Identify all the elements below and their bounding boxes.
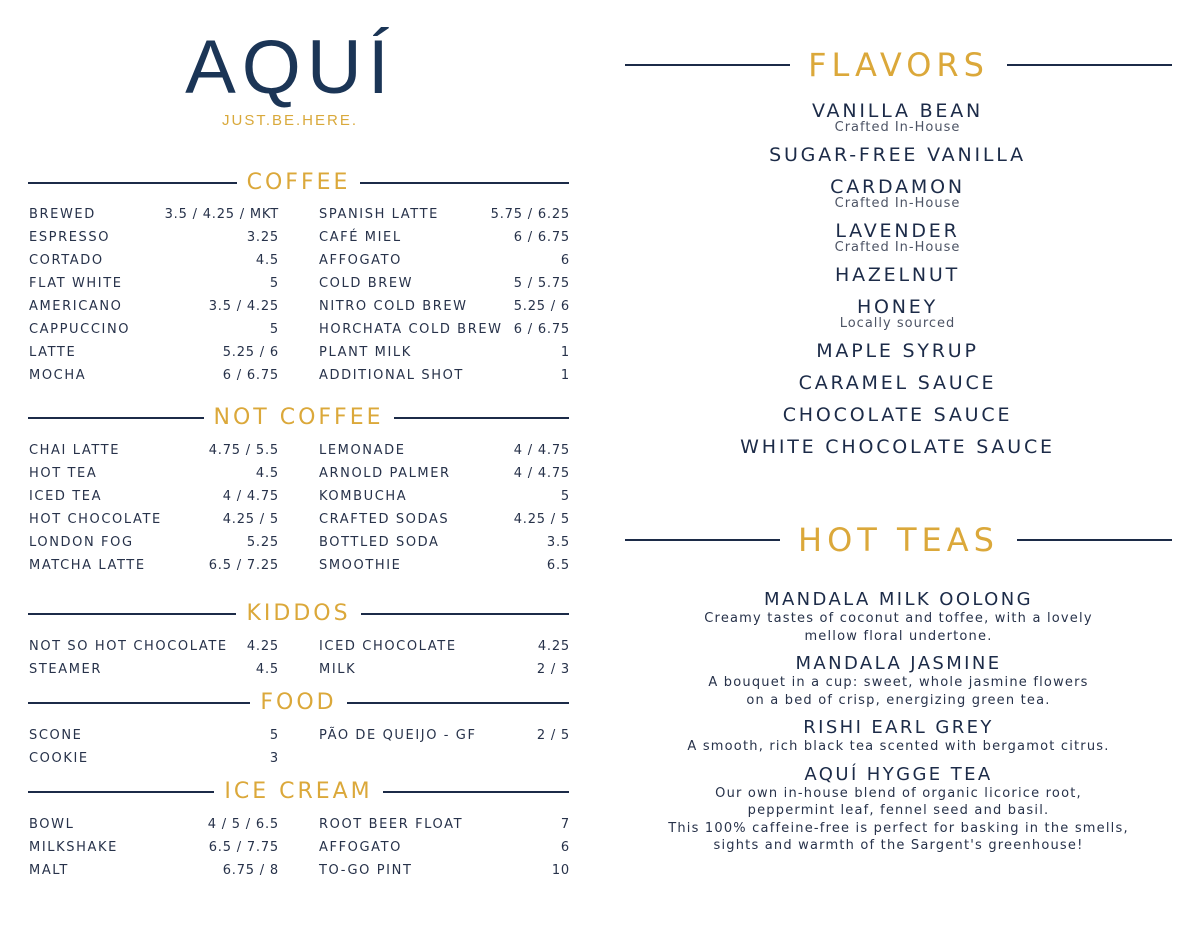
menu-item-name: CHAI LATTE [29,443,121,458]
menu-list [29,813,279,882]
menu-item [29,531,279,554]
menu-item-name: LONDON FOG [29,535,134,550]
flavor-item [700,264,1095,286]
divider [28,613,236,615]
divider [28,417,204,419]
menu-item-price: 2 / 5 [536,728,570,743]
divider [394,417,570,419]
tea-item [625,654,1172,709]
flavor-note: Crafted In-House [834,240,961,255]
menu-item-name: HOT TEA [29,466,98,481]
tea-item [625,765,1172,855]
menu-item-price: 1 [560,345,570,360]
menu-item-name: BREWED [29,207,96,222]
menu-item-price: 5 [560,489,570,504]
menu-item [319,203,570,226]
section-header-not-coffee [28,405,569,430]
flavor-item [700,340,1095,362]
menu-item-name: CAFÉ MIEL [319,230,402,245]
divider [361,613,569,615]
menu-item [29,462,279,485]
menu-item-name: HOT CHOCOLATE [29,512,162,527]
menu-item-price: 4 / 4.75 [222,489,279,504]
menu-item [29,249,279,272]
divider [1007,64,1172,66]
brand-logo [150,25,430,129]
menu-item [319,249,570,272]
menu-item-name: COLD BREW [319,276,414,291]
flavor-name: WHITE CHOCOLATE SAUCE [740,436,1055,458]
section-title-food: FOOD [260,690,337,715]
menu-item-price: 6 / 6.75 [513,230,570,245]
flavor-name: CARDAMON [830,176,965,198]
menu-item [29,341,279,364]
menu-item [29,724,279,747]
menu-item-name: ROOT BEER FLOAT [319,817,464,832]
menu-item-name: CRAFTED SODAS [319,512,450,527]
menu-item [29,295,279,318]
tea-name: MANDALA JASMINE [795,653,1002,674]
menu-item-price: 6.75 / 8 [222,863,279,878]
menu-item [319,859,570,882]
flavor-item [700,296,1095,330]
hot-teas-list [625,590,1172,864]
menu-item-price: 4.25 [537,639,570,654]
menu-item-price: 4.25 / 5 [513,512,570,527]
menu-item-name: FLAT WHITE [29,276,123,291]
menu-item [29,635,279,658]
section-header-ice-cream [28,779,569,804]
divider [28,182,237,184]
menu-item [29,272,279,295]
flavor-item [700,372,1095,394]
menu-item-name: NITRO COLD BREW [319,299,468,314]
menu-item-price: 5 [269,276,279,291]
menu-list [319,203,570,387]
menu-item-name: MOCHA [29,368,87,383]
menu-item-price: 5.25 [246,535,279,550]
menu-item-name: PÃO DE QUEIJO - GF [319,728,477,743]
menu-item [319,836,570,859]
menu-item [319,531,570,554]
menu-item-price: 1 [560,368,570,383]
menu-item-name: ARNOLD PALMER [319,466,451,481]
brand-title: AQUÍ [185,25,395,110]
menu-item-name: ESPRESSO [29,230,111,245]
menu-list [319,635,570,681]
menu-item [319,485,570,508]
menu-item [319,295,570,318]
menu-item-name: MILKSHAKE [29,840,118,855]
menu-item-name: SCONE [29,728,83,743]
menu-item-price: 4 / 4.75 [513,443,570,458]
tea-description: on a bed of crisp, energizing green tea. [746,692,1051,708]
menu-item-price: 3.5 [546,535,570,550]
section-title-ice-cream: ICE CREAM [224,779,373,804]
tea-name: RISHI EARL GREY [803,717,994,738]
menu-item-price: 5 [269,728,279,743]
menu-item-name: LATTE [29,345,77,360]
menu-item-name: MILK [319,662,357,677]
section-header-hot-teas [625,521,1172,559]
menu-item-name: MATCHA LATTE [29,558,146,573]
menu-item-price: 6 [560,840,570,855]
menu-item-name: PLANT MILK [319,345,412,360]
divider [383,791,569,793]
flavor-name: CHOCOLATE SAUCE [782,404,1013,426]
menu-item [319,318,570,341]
menu-item-name: COOKIE [29,751,89,766]
menu-item [319,724,570,747]
flavor-item [700,144,1095,166]
menu-item-price: 6.5 / 7.25 [208,558,279,573]
flavor-note: Crafted In-House [834,120,961,135]
tea-name: AQUÍ HYGGE TEA [804,763,993,785]
menu-item-price: 4 / 5 / 6.5 [207,817,279,832]
flavor-name: VANILLA BEAN [811,100,984,122]
menu-item [29,439,279,462]
flavor-name: CARAMEL SAUCE [798,372,997,394]
menu-item-price: 5.75 / 6.25 [490,207,570,222]
menu-item [319,364,570,387]
section-header-food [28,690,569,715]
tea-name: MANDALA MILK OOLONG [764,589,1033,610]
menu-item [319,341,570,364]
menu-item [29,836,279,859]
menu-item-price: 5 [269,322,279,337]
menu-item [29,318,279,341]
menu-item-name: TO-GO PINT [319,863,413,878]
menu-item-price: 4.25 / 5 [222,512,279,527]
tea-description: This 100% caffeine-free is perfect for basking in the smells, [668,820,1129,836]
menu-list [319,724,570,747]
menu-item-price: 4 / 4.75 [513,466,570,481]
menu-item [29,813,279,836]
menu-item [319,813,570,836]
flavors-list [700,100,1095,468]
menu-item [319,658,570,681]
menu-item-price: 7 [560,817,570,832]
flavor-name: SUGAR-FREE VANILLA [769,144,1026,166]
menu-item-name: AFFOGATO [319,253,403,268]
menu-item-name: SMOOTHIE [319,558,402,573]
menu-item [319,554,570,577]
menu-item [29,226,279,249]
menu-item-name: LEMONADE [319,443,406,458]
flavor-item [700,176,1095,210]
menu-item [319,462,570,485]
menu-item-name: STEAMER [29,662,102,677]
section-title-coffee: COFFEE [246,170,351,195]
tea-item [625,590,1172,645]
menu-item-name: ICED CHOCOLATE [319,639,457,654]
menu-list [29,635,279,681]
menu-item-price: 6.5 [546,558,570,573]
section-header-flavors [625,46,1172,84]
menu-item [29,364,279,387]
flavor-item [700,220,1095,254]
menu-item-price: 10 [551,863,570,878]
brand-tagline: JUST.BE.HERE. [221,112,359,129]
menu-item-name: KOMBUCHA [319,489,408,504]
flavor-name: HAZELNUT [834,264,961,286]
divider [625,64,790,66]
menu-item-price: 6.5 / 7.75 [208,840,279,855]
menu-item-price: 4.5 [255,662,279,677]
menu-list [319,439,570,577]
section-title-flavors: FLAVORS [808,46,989,84]
tea-description: peppermint leaf, fennel seed and basil. [747,803,1050,818]
divider [625,539,780,541]
section-header-kiddos [28,601,569,626]
tea-description: Our own in-house blend of organic licorice root, [715,785,1082,801]
menu-item [29,508,279,531]
section-title-hot-teas: HOT TEAS [798,521,999,559]
tea-description: A smooth, rich black tea scented with bergamot citrus. [687,739,1110,754]
menu-item [29,554,279,577]
menu-item [29,747,279,770]
menu-list [29,439,279,577]
tea-description: A bouquet in a cup: sweet, whole jasmine flowers [708,675,1089,690]
divider [360,182,569,184]
menu-item [319,508,570,531]
menu-item-price: 4.5 [255,253,279,268]
menu-item-name: HORCHATA COLD BREW [319,322,503,337]
menu-item-price: 4.25 [246,639,279,654]
menu-item-price: 3.5 / 4.25 [208,299,279,314]
flavor-item [700,100,1095,134]
menu-item-price: 6 / 6.75 [222,368,279,383]
menu-item-price: 5.25 / 6 [513,299,570,314]
flavor-name: LAVENDER [835,220,960,242]
section-title-not-coffee: NOT COFFEE [213,405,384,430]
menu-item-name: CORTADO [29,253,104,268]
menu-item-name: NOT SO HOT CHOCOLATE [29,639,228,654]
tea-description: sights and warmth of the Sargent's greenhouse! [713,838,1084,853]
menu-list [319,813,570,882]
menu-item-price: 3.25 [246,230,279,245]
flavor-note: Crafted In-House [834,196,961,211]
menu-item-name: CAPPUCCINO [29,322,131,337]
menu-item-name: ADDITIONAL SHOT [319,368,464,383]
menu-item-name: MALT [29,863,69,878]
flavor-name: MAPLE SYRUP [816,340,979,362]
menu-item-name: AMERICANO [29,299,123,314]
flavor-item [700,404,1095,426]
menu-item-price: 6 [560,253,570,268]
flavor-item [700,436,1095,458]
section-header-coffee [28,170,569,195]
tea-item [625,718,1172,756]
menu-list [29,203,279,387]
menu-item [29,203,279,226]
menu-item [29,859,279,882]
menu-item [319,439,570,462]
menu-item-price: 5 / 5.75 [513,276,570,291]
menu-item [29,485,279,508]
menu-item-price: 4.75 / 5.5 [208,443,279,458]
section-title-kiddos: KIDDOS [246,601,351,626]
menu-item-name: ICED TEA [29,489,103,504]
menu-item-name: BOTTLED SODA [319,535,440,550]
tea-description: mellow floral undertone. [804,628,993,644]
divider [28,702,250,704]
menu-item [319,635,570,658]
menu-item-name: AFFOGATO [319,840,403,855]
menu-list [29,724,279,770]
menu-item-price: 3.5 / 4.25 / MKT [164,207,279,222]
menu-item-price: 6 / 6.75 [513,322,570,337]
menu-item [319,272,570,295]
menu-item-name: BOWL [29,817,75,832]
tea-description: Creamy tastes of coconut and toffee, with a lovely [704,611,1093,626]
flavor-note: Locally sourced [839,316,956,331]
divider [347,702,569,704]
menu-item-price: 3 [269,751,279,766]
divider [1017,539,1172,541]
menu-item [29,658,279,681]
menu-item [319,226,570,249]
menu-item-name: SPANISH LATTE [319,207,439,222]
menu-item-price: 5.25 / 6 [222,345,279,360]
menu-item-price: 2 / 3 [536,662,570,677]
divider [28,791,214,793]
menu-item-price: 4.5 [255,466,279,481]
flavor-name: HONEY [856,296,939,318]
